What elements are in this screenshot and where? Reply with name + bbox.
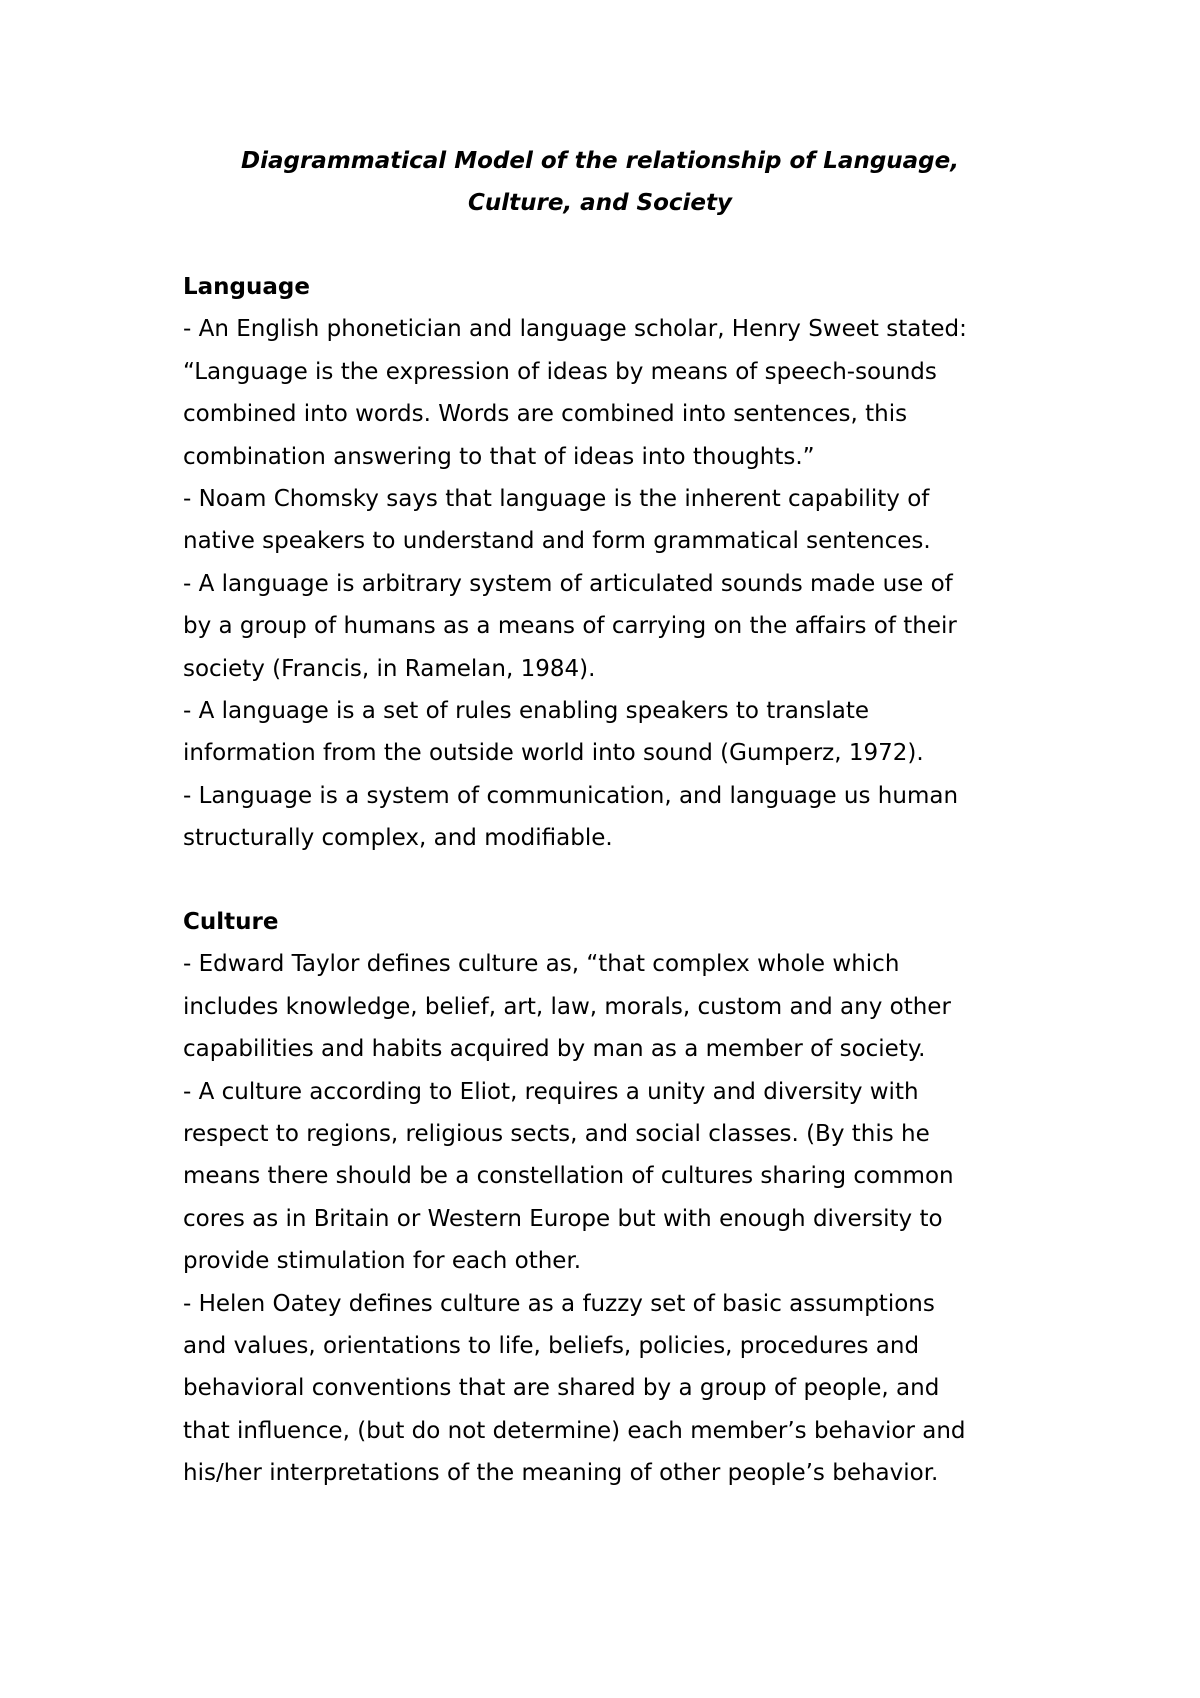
body-line: that influence, (but do not determine) each member’s behavior and (183, 1417, 966, 1444)
body-line: cores as in Britain or Western Europe but with enough diversity to (183, 1205, 943, 1232)
body-line: - Edward Taylor defines culture as, “that complex whole which (183, 951, 900, 978)
body-line: combination answering to that of ideas into thoughts.” (183, 443, 815, 470)
body-line: - A language is a set of rules enabling speakers to translate (183, 698, 870, 725)
body-line: by a group of humans as a means of carrying on the affairs of their (183, 613, 957, 640)
body-line: - Language is a system of communication, and language us human (183, 782, 959, 809)
body-line: means there should be a constellation of cultures sharing common (183, 1163, 954, 1190)
title-line: Diagrammatical Model of the relationship of Language, (241, 148, 959, 174)
body-line: - Noam Chomsky says that language is the inherent capability of (183, 486, 930, 513)
body-line: - An English phonetician and language scholar, Henry Sweet stated: (183, 316, 967, 343)
body-line: society (Francis, in Ramelan, 1984). (183, 655, 596, 682)
section-language (183, 266, 1043, 860)
body-line: and values, orientations to life, beliefs, policies, procedures and (183, 1333, 920, 1360)
body-line: respect to regions, religious sects, and social classes. (By this he (183, 1121, 930, 1148)
body-line: his/her interpretations of the meaning of other people’s behavior. (183, 1460, 939, 1487)
section-culture (183, 901, 1043, 1495)
body-line: behavioral conventions that are shared by a group of people, and (183, 1375, 940, 1402)
body-line: provide stimulation for each other. (183, 1248, 582, 1275)
body-line: capabilities and habits acquired by man as a member of society. (183, 1036, 926, 1063)
body-line: information from the outside world into sound (Gumperz, 1972). (183, 740, 924, 767)
document-title (150, 140, 1050, 225)
title-line: Culture, and Society (467, 190, 733, 217)
body-line: “Language is the expression of ideas by means of speech-sounds (183, 358, 937, 385)
section-heading-culture: Culture (183, 909, 279, 935)
body-line: structurally complex, and modifiable. (183, 825, 613, 852)
body-line: includes knowledge, belief, art, law, morals, custom and any other (183, 993, 951, 1020)
body-line: combined into words. Words are combined into sentences, this (183, 401, 908, 428)
body-line: - Helen Oatey defines culture as a fuzzy set of basic assumptions (183, 1290, 935, 1317)
body-line: - A culture according to Eliot, requires a unity and diversity with (183, 1078, 919, 1105)
section-heading-language: Language (183, 274, 310, 300)
body-line: - A language is arbitrary system of articulated sounds made use of (183, 570, 953, 597)
body-line: native speakers to understand and form grammatical sentences. (183, 528, 931, 555)
